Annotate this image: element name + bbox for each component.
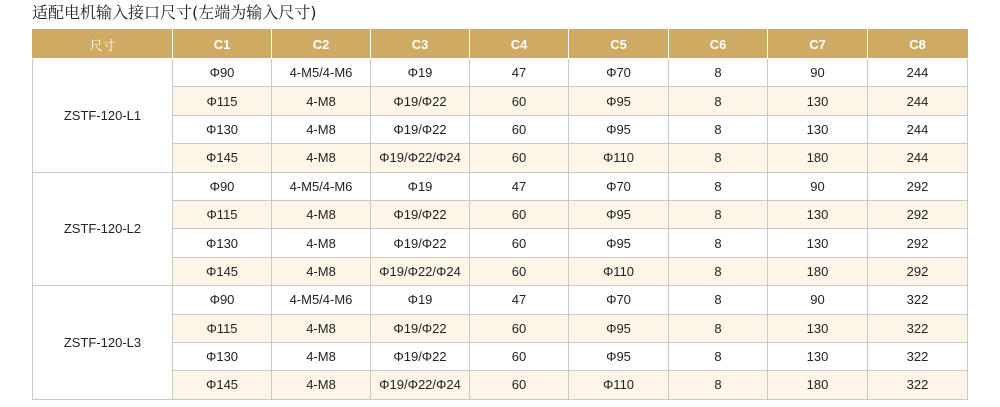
table-cell-c3: Φ19/Φ22 [371, 229, 470, 257]
table-cell-c6: 8 [669, 314, 768, 342]
table-cell-c5: Φ70 [569, 172, 669, 200]
table-cell-c2: 4-M8 [272, 200, 371, 228]
table-cell-c5: Φ70 [569, 286, 669, 314]
table-cell-c4: 60 [470, 115, 569, 143]
header-cell-c6: C6 [669, 30, 768, 59]
table-header [33, 30, 968, 59]
spec-table [32, 29, 968, 400]
header-cell-c5: C5 [569, 30, 669, 59]
table-cell-c6: 8 [669, 286, 768, 314]
table-cell-c4: 60 [470, 257, 569, 285]
header-cell-c2: C2 [272, 30, 371, 59]
table-cell-c6: 8 [669, 172, 768, 200]
table-row [33, 87, 968, 115]
table-cell-c3: Φ19/Φ22/Φ24 [371, 257, 470, 285]
table-cell-c7: 130 [768, 115, 868, 143]
table-cell-c6: 8 [669, 87, 768, 115]
table-cell-c1: Φ130 [173, 115, 272, 143]
table-cell-c4: 60 [470, 200, 569, 228]
table-cell-c2: 4-M8 [272, 144, 371, 172]
table-cell-c2: 4-M8 [272, 314, 371, 342]
table-cell-c3: Φ19/Φ22 [371, 200, 470, 228]
table-cell-c3: Φ19 [371, 59, 470, 87]
table-row [33, 257, 968, 285]
table-row [33, 286, 968, 314]
table-row [33, 59, 968, 87]
table-cell-c8: 322 [868, 371, 968, 399]
table-cell-c2: 4-M8 [272, 257, 371, 285]
table-cell-c4: 47 [470, 59, 569, 87]
table-cell-c7: 180 [768, 257, 868, 285]
table-cell-c6: 8 [669, 257, 768, 285]
table-cell-c7: 180 [768, 371, 868, 399]
table-cell-c7: 130 [768, 342, 868, 370]
header-cell-c7: C7 [768, 30, 868, 59]
table-cell-c4: 60 [470, 371, 569, 399]
header-cell-size: 尺寸 [33, 30, 173, 59]
table-cell-c4: 60 [470, 342, 569, 370]
table-cell-c1: Φ115 [173, 314, 272, 342]
table-cell-c6: 8 [669, 59, 768, 87]
table-row [33, 371, 968, 399]
table-cell-c7: 90 [768, 286, 868, 314]
page-title: 适配电机输入接口尺寸(左端为输入尺寸) [32, 3, 317, 22]
table-cell-c8: 322 [868, 314, 968, 342]
table-row [33, 229, 968, 257]
table-cell-c3: Φ19/Φ22 [371, 115, 470, 143]
table-cell-c2: 4-M5/4-M6 [272, 59, 371, 87]
table-cell-c5: Φ95 [569, 200, 669, 228]
table-cell-c3: Φ19/Φ22 [371, 342, 470, 370]
table-cell-c8: 322 [868, 342, 968, 370]
table-cell-c6: 8 [669, 115, 768, 143]
table-cell-c1: Φ130 [173, 229, 272, 257]
table-cell-c1: Φ145 [173, 144, 272, 172]
table-cell-c6: 8 [669, 371, 768, 399]
table-cell-c3: Φ19/Φ22 [371, 314, 470, 342]
table-cell-c5: Φ95 [569, 115, 669, 143]
table-cell-c8: 244 [868, 144, 968, 172]
table-cell-c5: Φ95 [569, 342, 669, 370]
table-cell-c4: 60 [470, 314, 569, 342]
table-cell-c1: Φ90 [173, 59, 272, 87]
table-cell-c7: 130 [768, 314, 868, 342]
table-cell-c7: 90 [768, 172, 868, 200]
table-cell-c7: 90 [768, 59, 868, 87]
table-cell-c3: Φ19/Φ22/Φ24 [371, 144, 470, 172]
table-cell-c6: 8 [669, 144, 768, 172]
table-cell-c6: 8 [669, 342, 768, 370]
table-cell-c4: 60 [470, 144, 569, 172]
table-cell-c8: 244 [868, 115, 968, 143]
table-cell-c5: Φ70 [569, 59, 669, 87]
table-cell-c4: 47 [470, 172, 569, 200]
table-cell-c8: 244 [868, 87, 968, 115]
header-row [33, 30, 968, 59]
table-cell-c5: Φ95 [569, 229, 669, 257]
table-cell-c1: Φ115 [173, 87, 272, 115]
model-cell: ZSTF-120-L2 [33, 172, 173, 286]
header-cell-c1: C1 [173, 30, 272, 59]
header-cell-c4: C4 [470, 30, 569, 59]
table-cell-c8: 322 [868, 286, 968, 314]
table-cell-c6: 8 [669, 229, 768, 257]
model-cell: ZSTF-120-L1 [33, 59, 173, 173]
model-cell: ZSTF-120-L3 [33, 286, 173, 400]
table-cell-c2: 4-M5/4-M6 [272, 286, 371, 314]
table-cell-c2: 4-M8 [272, 371, 371, 399]
table-cell-c3: Φ19 [371, 172, 470, 200]
table-row [33, 144, 968, 172]
table-body [33, 59, 968, 400]
table-cell-c1: Φ90 [173, 172, 272, 200]
table-cell-c2: 4-M8 [272, 342, 371, 370]
table-cell-c2: 4-M5/4-M6 [272, 172, 371, 200]
table-cell-c2: 4-M8 [272, 115, 371, 143]
table-cell-c1: Φ145 [173, 257, 272, 285]
table-cell-c8: 244 [868, 59, 968, 87]
header-cell-c8: C8 [868, 30, 968, 59]
table-cell-c3: Φ19/Φ22 [371, 87, 470, 115]
table-row [33, 172, 968, 200]
table-cell-c8: 292 [868, 257, 968, 285]
table-cell-c7: 130 [768, 229, 868, 257]
table-cell-c4: 60 [470, 229, 569, 257]
table-cell-c1: Φ130 [173, 342, 272, 370]
table-cell-c5: Φ110 [569, 371, 669, 399]
table-cell-c7: 180 [768, 144, 868, 172]
table-cell-c1: Φ90 [173, 286, 272, 314]
table-cell-c5: Φ95 [569, 87, 669, 115]
table-cell-c6: 8 [669, 200, 768, 228]
table-cell-c2: 4-M8 [272, 229, 371, 257]
table-cell-c8: 292 [868, 229, 968, 257]
table-cell-c1: Φ145 [173, 371, 272, 399]
table-row [33, 314, 968, 342]
table-cell-c8: 292 [868, 200, 968, 228]
table-cell-c5: Φ110 [569, 257, 669, 285]
table-cell-c5: Φ95 [569, 314, 669, 342]
table-cell-c3: Φ19 [371, 286, 470, 314]
table-row [33, 342, 968, 370]
table-cell-c5: Φ110 [569, 144, 669, 172]
table-cell-c1: Φ115 [173, 200, 272, 228]
table-cell-c3: Φ19/Φ22/Φ24 [371, 371, 470, 399]
table-cell-c2: 4-M8 [272, 87, 371, 115]
table-row [33, 115, 968, 143]
header-cell-c3: C3 [371, 30, 470, 59]
table-cell-c4: 47 [470, 286, 569, 314]
table-cell-c7: 130 [768, 87, 868, 115]
table-cell-c4: 60 [470, 87, 569, 115]
table-cell-c8: 292 [868, 172, 968, 200]
table-row [33, 200, 968, 228]
table-cell-c7: 130 [768, 200, 868, 228]
